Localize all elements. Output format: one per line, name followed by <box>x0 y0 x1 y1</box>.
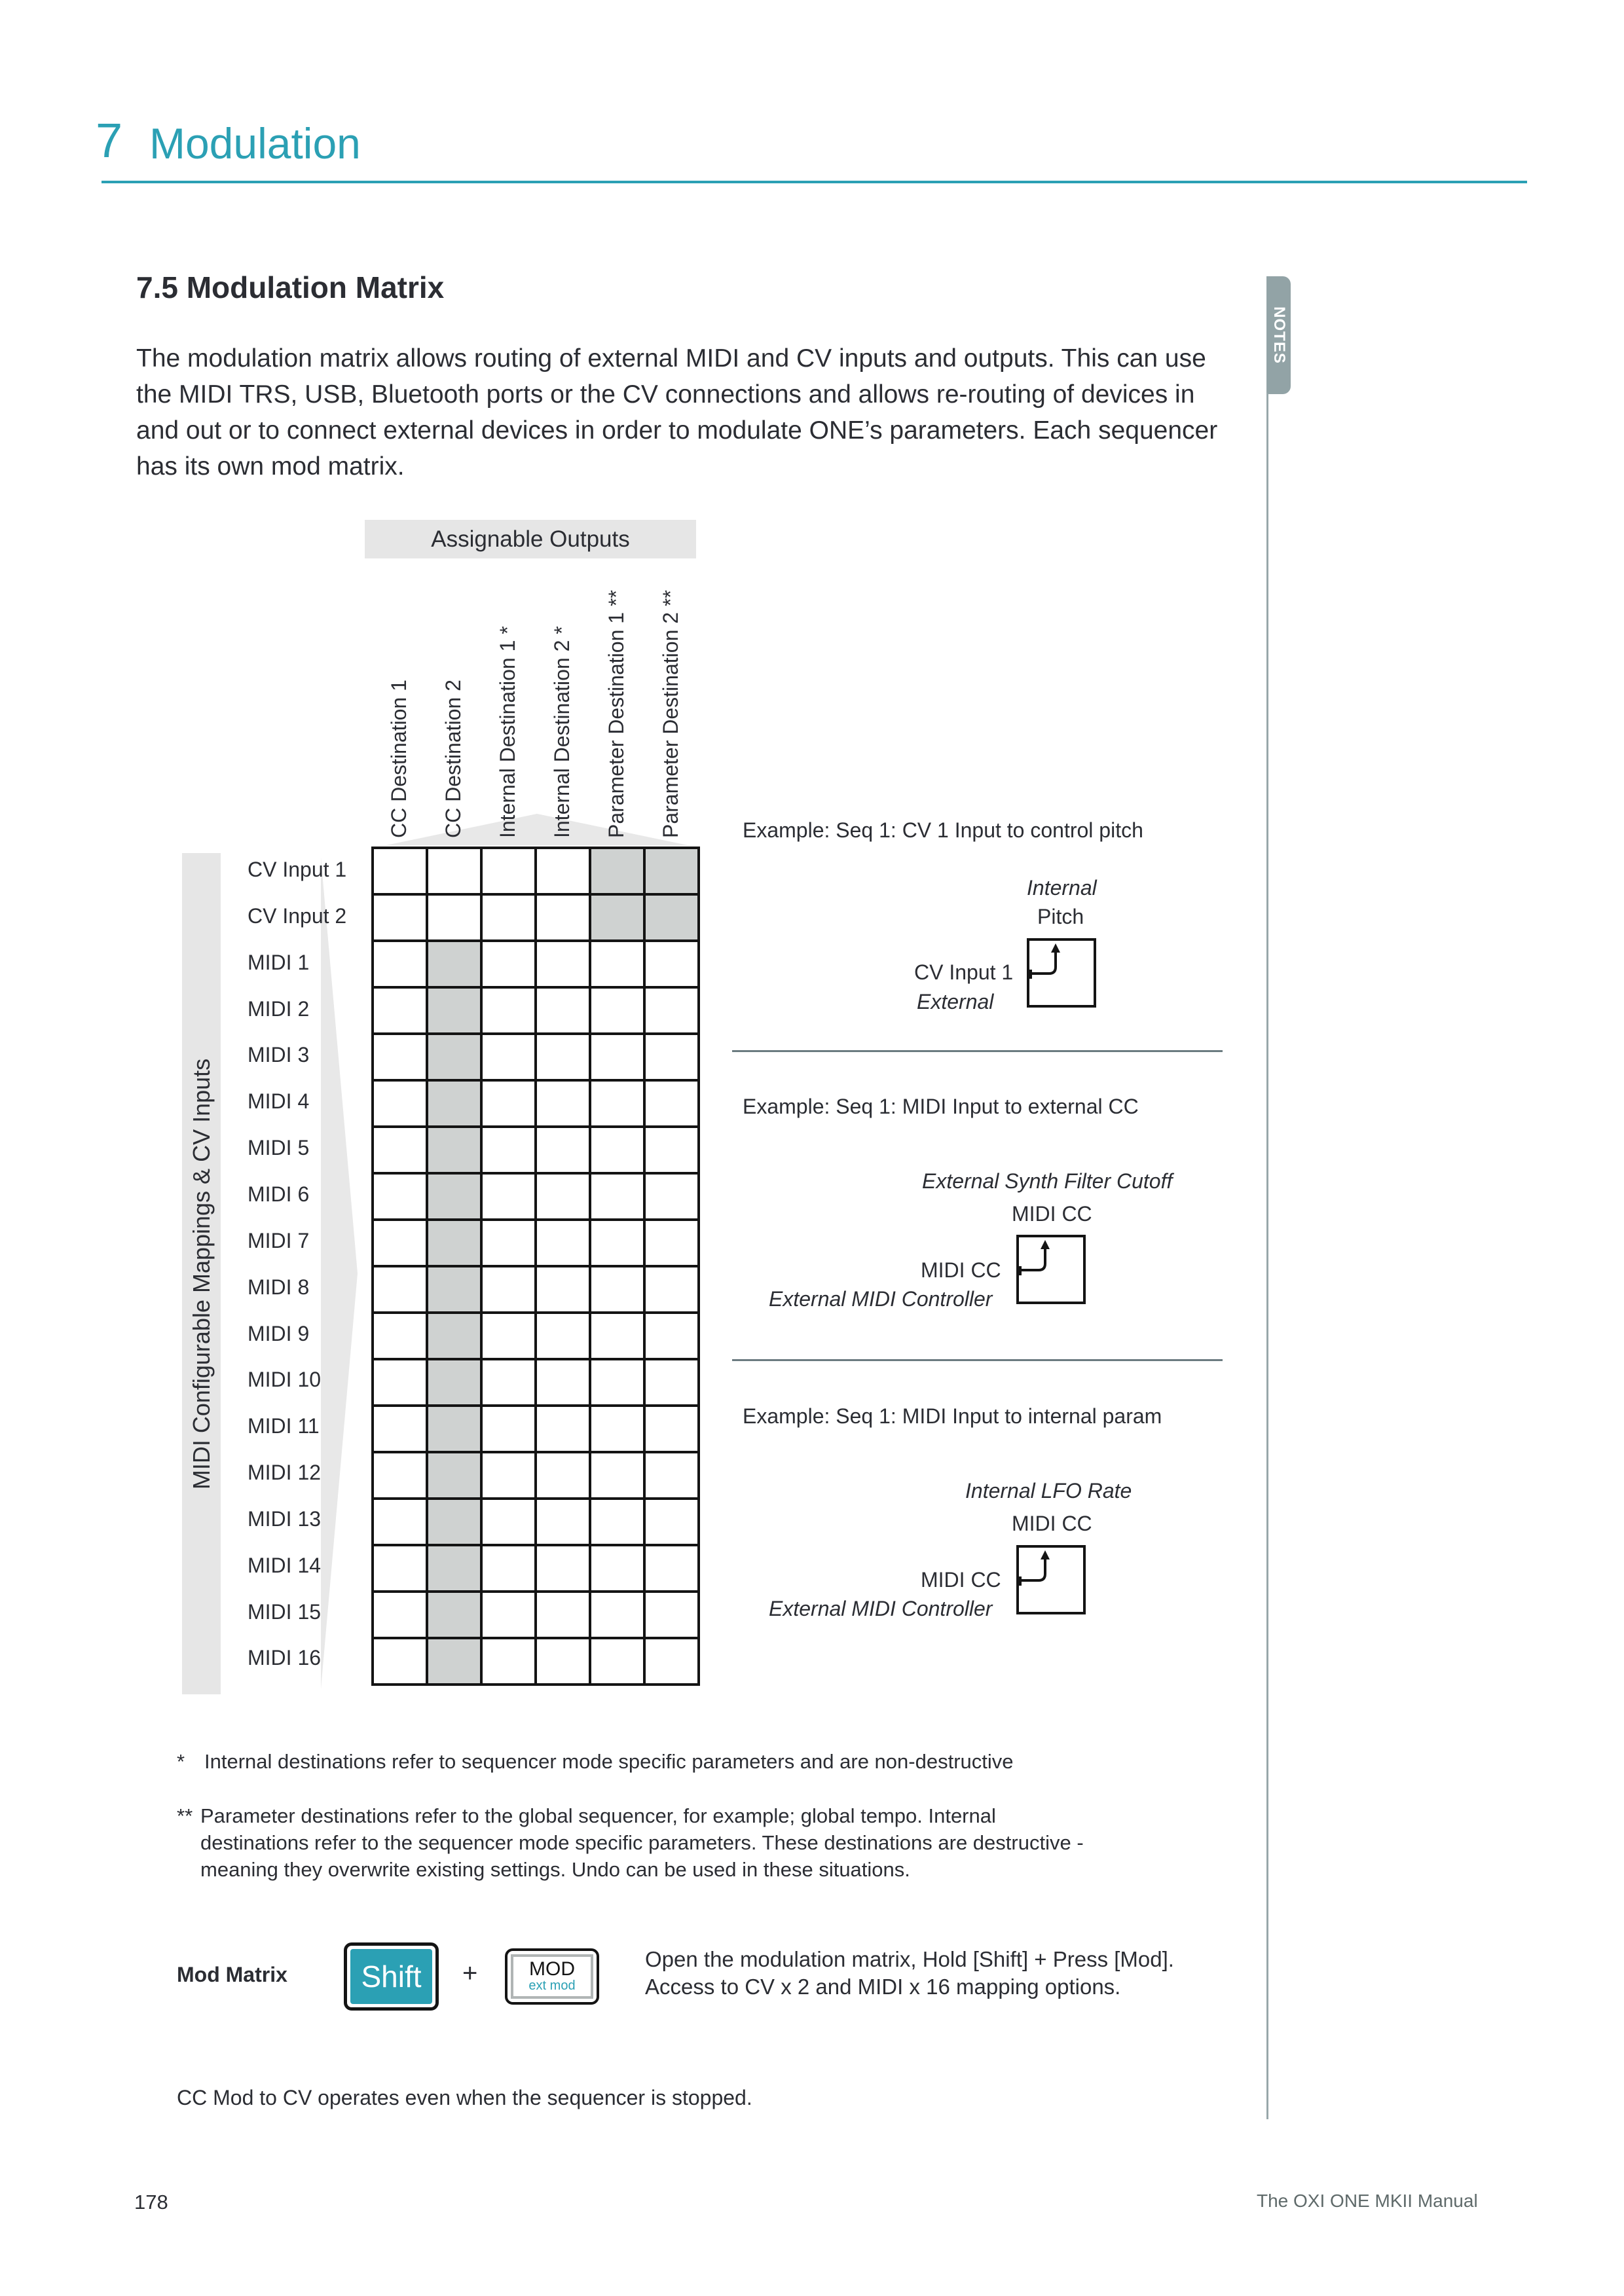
row-label: MIDI 5 <box>248 1136 310 1159</box>
example-1-routing-box <box>1027 938 1096 1008</box>
row-label: MIDI 2 <box>248 997 310 1021</box>
row-label: CV Input 1 <box>248 858 347 881</box>
example-3-src-italic: External MIDI Controller <box>769 1597 993 1620</box>
matrix-cell <box>644 1080 699 1127</box>
matrix-cell <box>373 1173 427 1220</box>
example-2-title: Example: Seq 1: MIDI Input to external CC <box>743 1095 1139 1118</box>
example-2-dest-italic: External Synth Filter Cutoff <box>922 1169 1173 1193</box>
matrix-cell <box>644 1034 699 1080</box>
matrix-cell <box>536 1034 590 1080</box>
matrix-cell <box>644 1220 699 1266</box>
matrix-cell <box>373 941 427 987</box>
matrix-cell <box>590 987 644 1034</box>
matrix-cell <box>536 1127 590 1173</box>
inputs-strip <box>182 853 221 1694</box>
notes-tab-label: NOTES <box>1270 306 1288 364</box>
inputs-strip-label: MIDI Configurable Mappings & CV Inputs <box>187 1058 215 1489</box>
row-label: MIDI 16 <box>248 1646 322 1669</box>
matrix-cell-shaded <box>590 894 644 941</box>
routing-arrow-icon <box>1029 941 1094 1005</box>
matrix-cell <box>373 1452 427 1499</box>
mod-key <box>505 1948 599 2005</box>
example-1-src-italic: External <box>917 990 994 1013</box>
matrix-cell <box>536 848 590 894</box>
notes-margin-line <box>1266 393 1268 2119</box>
matrix-cell <box>590 1359 644 1406</box>
row-label: MIDI 11 <box>248 1414 320 1438</box>
matrix-cell <box>481 1220 536 1266</box>
matrix-row-midi <box>373 1266 699 1313</box>
matrix-cell <box>590 1313 644 1359</box>
example-1-src-label: CV Input 1 <box>914 960 1014 984</box>
page-number: 178 <box>134 2191 168 2214</box>
example-2-dest-label: MIDI CC <box>1012 1202 1092 1226</box>
matrix-row-midi <box>373 1406 699 1452</box>
row-label: CV Input 2 <box>248 904 347 928</box>
footnote-double-line-2: destinations refer to the sequencer mode specific parameters. These destinations are destructive - <box>200 1831 1084 1854</box>
matrix-cell <box>373 1080 427 1127</box>
matrix-cell <box>536 1313 590 1359</box>
matrix-row-midi <box>373 1080 699 1127</box>
matrix-cell <box>373 1499 427 1545</box>
matrix-cell <box>536 1080 590 1127</box>
matrix-cell <box>481 894 536 941</box>
row-label: MIDI 3 <box>248 1043 310 1066</box>
matrix-cell <box>373 894 427 941</box>
matrix-row-midi <box>373 1034 699 1080</box>
row-label: MIDI 14 <box>248 1554 322 1577</box>
matrix-row-midi <box>373 1220 699 1266</box>
matrix-cell <box>536 1173 590 1220</box>
matrix-cell <box>590 1452 644 1499</box>
matrix-cell <box>373 1592 427 1638</box>
matrix-cell-shaded <box>427 987 481 1034</box>
footnote-double-mark: ** <box>177 1804 193 1827</box>
matrix-cell <box>590 1638 644 1685</box>
matrix-cell <box>644 1545 699 1592</box>
footnote-single-mark: * <box>177 1750 185 1773</box>
matrix-cell <box>373 1220 427 1266</box>
matrix-cell <box>536 1452 590 1499</box>
row-label: MIDI 9 <box>248 1322 310 1345</box>
mod-key-label: MOD <box>529 1958 575 1980</box>
matrix-cell <box>481 1499 536 1545</box>
routing-arrow-icon <box>1019 1237 1083 1302</box>
matrix-cell <box>536 1220 590 1266</box>
footnote-single-text: Internal destinations refer to sequencer mode specific parameters and are non-destructive <box>204 1750 1014 1773</box>
matrix-row-midi <box>373 1127 699 1173</box>
example-3-dest-italic: Internal LFO Rate <box>965 1479 1132 1503</box>
matrix-cell <box>536 1592 590 1638</box>
matrix-cell <box>644 1127 699 1173</box>
matrix-cell <box>373 1127 427 1173</box>
matrix-cell <box>536 1266 590 1313</box>
matrix-row-cv-input-1 <box>373 848 699 894</box>
matrix-cell-shaded <box>427 1173 481 1220</box>
matrix-row-midi <box>373 1545 699 1592</box>
example-1-dest-label: Pitch <box>1037 905 1084 928</box>
shortcut-desc-line-2: Access to CV x 2 and MIDI x 16 mapping options. <box>645 1975 1121 1999</box>
matrix-cell <box>481 1592 536 1638</box>
matrix-cell <box>590 1034 644 1080</box>
matrix-row-midi <box>373 1592 699 1638</box>
matrix-row-cv-input-2 <box>373 894 699 941</box>
example-3-src-label: MIDI CC <box>921 1568 1001 1592</box>
matrix-cell <box>481 1080 536 1127</box>
column-arrow-shape <box>386 809 688 845</box>
matrix-cell <box>536 1406 590 1452</box>
matrix-cell-shaded <box>590 848 644 894</box>
matrix-cell <box>590 1406 644 1452</box>
matrix-row-midi <box>373 941 699 987</box>
row-label: MIDI 12 <box>248 1461 322 1484</box>
matrix-cell <box>644 1406 699 1452</box>
matrix-row-midi <box>373 1359 699 1406</box>
row-label: MIDI 15 <box>248 1600 322 1624</box>
matrix-cell <box>644 1638 699 1685</box>
column-label-internal-dest-1: Internal Destination 1 * <box>496 626 519 838</box>
matrix-cell <box>373 1638 427 1685</box>
matrix-cell <box>536 941 590 987</box>
matrix-row-midi <box>373 1173 699 1220</box>
matrix-cell-shaded <box>427 1638 481 1685</box>
example-2-src-italic: External MIDI Controller <box>769 1287 993 1311</box>
matrix-cell <box>481 1359 536 1406</box>
matrix-cell <box>644 1266 699 1313</box>
row-label: MIDI 13 <box>248 1507 322 1531</box>
matrix-cell <box>373 1313 427 1359</box>
matrix-cell <box>590 1266 644 1313</box>
matrix-cell-shaded <box>427 1452 481 1499</box>
routing-arrow-icon <box>1019 1548 1083 1612</box>
matrix-cell <box>536 1638 590 1685</box>
example-1-dest-italic: Internal <box>1027 876 1097 900</box>
matrix-cell <box>373 1406 427 1452</box>
matrix-cell <box>644 1173 699 1220</box>
matrix-cell <box>536 987 590 1034</box>
column-label-param-dest-2: Parameter Destination 2 ** <box>659 590 682 838</box>
matrix-cell <box>481 987 536 1034</box>
matrix-cell-shaded <box>427 1034 481 1080</box>
matrix-cell <box>590 1127 644 1173</box>
example-2-src-label: MIDI CC <box>921 1258 1001 1282</box>
example-divider <box>732 1050 1223 1052</box>
matrix-cell <box>644 1452 699 1499</box>
column-label-param-dest-1: Parameter Destination 1 ** <box>604 590 628 838</box>
matrix-cell <box>536 1545 590 1592</box>
matrix-cell <box>481 1452 536 1499</box>
matrix-cell <box>590 1499 644 1545</box>
matrix-cell <box>373 848 427 894</box>
header-rule <box>101 181 1527 183</box>
matrix-cell <box>481 848 536 894</box>
example-3-dest-label: MIDI CC <box>1012 1512 1092 1535</box>
footnote-double-line-3: meaning they overwrite existing settings. Undo can be used in these situations. <box>200 1858 910 1881</box>
matrix-cell-shaded <box>427 941 481 987</box>
matrix-cell-shaded <box>427 1313 481 1359</box>
matrix-cell-shaded <box>427 1545 481 1592</box>
matrix-cell <box>427 848 481 894</box>
example-3-title: Example: Seq 1: MIDI Input to internal param <box>743 1404 1162 1428</box>
shortcut-description <box>645 1946 1174 2001</box>
matrix-cell <box>373 987 427 1034</box>
chapter-number: 7 <box>96 113 123 168</box>
matrix-cell <box>644 1499 699 1545</box>
row-label: MIDI 6 <box>248 1182 310 1206</box>
matrix-cell <box>644 987 699 1034</box>
matrix-cell <box>644 1592 699 1638</box>
matrix-cell <box>373 1359 427 1406</box>
matrix-cell <box>373 1266 427 1313</box>
plus-sign: + <box>462 1959 478 1988</box>
row-label: MIDI 7 <box>248 1229 310 1252</box>
matrix-cell <box>590 1545 644 1592</box>
matrix-cell-shaded <box>644 894 699 941</box>
matrix-cell <box>590 1080 644 1127</box>
shortcut-desc-line-1: Open the modulation matrix, Hold [Shift] + Press [Mod]. <box>645 1947 1174 1971</box>
matrix-cell-shaded <box>427 1266 481 1313</box>
shortcut-label: Mod Matrix <box>177 1963 287 1986</box>
matrix-cell <box>481 1638 536 1685</box>
modulation-matrix-grid <box>371 847 700 1686</box>
matrix-cell <box>590 941 644 987</box>
row-label: MIDI 1 <box>248 951 310 974</box>
matrix-cell-shaded <box>427 1592 481 1638</box>
matrix-row-midi <box>373 1638 699 1685</box>
matrix-cell <box>536 1359 590 1406</box>
example-divider <box>732 1359 1223 1361</box>
matrix-cell <box>373 1545 427 1592</box>
example-2-routing-box <box>1016 1235 1086 1304</box>
matrix-cell <box>590 1592 644 1638</box>
matrix-cell <box>644 1359 699 1406</box>
matrix-cell <box>644 1313 699 1359</box>
matrix-cell <box>373 1034 427 1080</box>
matrix-cell-shaded <box>427 1080 481 1127</box>
cc-mod-note: CC Mod to CV operates even when the sequencer is stopped. <box>177 2086 752 2109</box>
matrix-cell-shaded <box>427 1220 481 1266</box>
matrix-cell-shaded <box>427 1499 481 1545</box>
row-label: MIDI 4 <box>248 1089 310 1113</box>
matrix-cell-shaded <box>644 848 699 894</box>
matrix-cell-shaded <box>427 1406 481 1452</box>
row-label: MIDI 10 <box>248 1368 322 1391</box>
matrix-cell <box>481 1313 536 1359</box>
matrix-cell <box>590 1173 644 1220</box>
matrix-cell <box>590 1220 644 1266</box>
matrix-cell <box>481 1127 536 1173</box>
matrix-row-midi <box>373 987 699 1034</box>
matrix-cell <box>536 894 590 941</box>
column-label-cc-dest-2: CC Destination 2 <box>441 680 465 838</box>
matrix-row-midi <box>373 1313 699 1359</box>
matrix-cell <box>481 1034 536 1080</box>
matrix-cell <box>481 1406 536 1452</box>
matrix-cell-shaded <box>427 1127 481 1173</box>
matrix-cell <box>481 1173 536 1220</box>
chapter-title: Modulation <box>149 119 361 168</box>
assignable-outputs-header: Assignable Outputs <box>365 520 696 558</box>
row-arrow-shape <box>321 858 360 1689</box>
shift-key-label: Shift <box>350 1949 432 2004</box>
mod-key-sublabel: ext mod <box>528 1978 576 1993</box>
column-label-internal-dest-2: Internal Destination 2 * <box>550 626 574 838</box>
matrix-row-midi <box>373 1499 699 1545</box>
example-1-title: Example: Seq 1: CV 1 Input to control pitch <box>743 818 1143 842</box>
matrix-cell <box>481 1266 536 1313</box>
notes-tab <box>1266 276 1291 394</box>
section-title: 7.5 Modulation Matrix <box>136 270 445 304</box>
row-label: MIDI 8 <box>248 1275 310 1299</box>
example-3-routing-box <box>1016 1545 1086 1614</box>
footnote-double-line-1: Parameter destinations refer to the global sequencer, for example; global tempo. Internal <box>200 1804 996 1827</box>
matrix-row-midi <box>373 1452 699 1499</box>
intro-paragraph: The modulation matrix allows routing of external MIDI and CV inputs and outputs. This can use the MIDI TRS, USB, Bluetooth ports or the CV connections and allows re-routing of devices in and out or to connect external devices in order to modulate ONE’s parameters. Each sequencer has its own mod matrix. <box>136 344 1218 481</box>
matrix-cell <box>644 941 699 987</box>
shift-key <box>344 1942 439 2011</box>
matrix-cell <box>427 894 481 941</box>
column-label-cc-dest-1: CC Destination 1 <box>387 680 411 838</box>
matrix-cell-shaded <box>427 1359 481 1406</box>
matrix-cell <box>536 1499 590 1545</box>
matrix-cell <box>481 1545 536 1592</box>
matrix-cell <box>481 941 536 987</box>
manual-title: The OXI ONE MKII Manual <box>1257 2191 1478 2211</box>
